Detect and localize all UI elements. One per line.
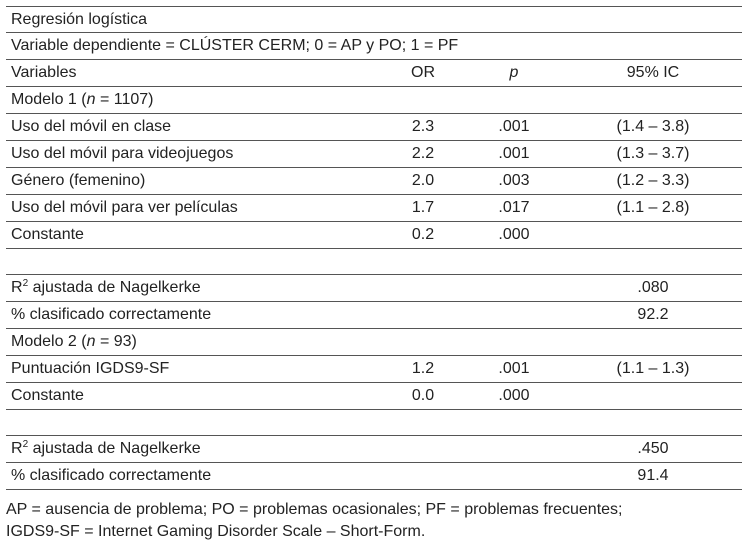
model1-r2-row: [6, 275, 742, 302]
dependent-variable: Variable dependiente = CLÚSTER CERM; 0 = AP y PO; 1 = PF: [11, 37, 459, 54]
header-ic: 95% IC: [626, 64, 680, 81]
regression-table: [6, 6, 742, 490]
spacer-row: [6, 249, 742, 275]
model2-classified-row: [6, 463, 742, 490]
table-row: Puntuación IGDS9-SF 1.2 .001 (1.1 – 1.3): [6, 356, 742, 383]
table-title-row: [6, 6, 742, 33]
model2-r2-value: .450: [637, 440, 669, 457]
header-row: [6, 60, 742, 87]
table-row: Uso del móvil para ver películas 1.7 .017 (1.1 – 2.8): [6, 195, 742, 222]
model1-classified-value: 92.2: [637, 306, 669, 323]
table-row: Constante 0.0 .000: [6, 383, 742, 410]
dependent-variable-row: [6, 33, 742, 60]
model1-classified-row: [6, 302, 742, 329]
model2-label: Modelo 2 (n = 93): [11, 333, 137, 350]
table-row: Uso del móvil para videojuegos 2.2 .001 (1.3 – 3.7): [6, 141, 742, 168]
table-note: [6, 499, 742, 543]
header-variables: Variables: [11, 64, 77, 81]
model1-label-row: [6, 87, 742, 114]
header-or: OR: [411, 64, 435, 81]
model2-classified-label: % clasificado correctamente: [11, 467, 212, 484]
model1-r2-label: $R^2$ ajustada de Nagelkerke: [11, 278, 201, 296]
note-line-1: AP = ausencia de problema; PO = problemas ocasionales; PF = problemas frecuentes;: [6, 501, 623, 518]
model2-r2-row: [6, 436, 742, 463]
model2-classified-value: 91.4: [637, 467, 669, 484]
model1-r2-value: .080: [637, 279, 669, 296]
model2-label-row: [6, 329, 742, 356]
model1-classified-label: % clasificado correctamente: [11, 306, 212, 323]
spacer-row: [6, 410, 742, 436]
model2-r2-label: $R^2$ ajustada de Nagelkerke: [11, 439, 201, 457]
note-line-2: IGDS9-SF = Internet Gaming Disorder Scale – Short-Form.: [6, 523, 426, 540]
table-row: Género (femenino) 2.0 .003 (1.2 – 3.3): [6, 168, 742, 195]
table-row: Constante 0.2 .000: [6, 222, 742, 249]
model1-label: Modelo 1 (n = 1107): [11, 91, 154, 108]
table-row: Uso del móvil en clase 2.3 .001 (1.4 – 3.8): [6, 114, 742, 141]
table-title: Regresión logística: [11, 11, 148, 28]
header-p: p: [509, 64, 519, 81]
